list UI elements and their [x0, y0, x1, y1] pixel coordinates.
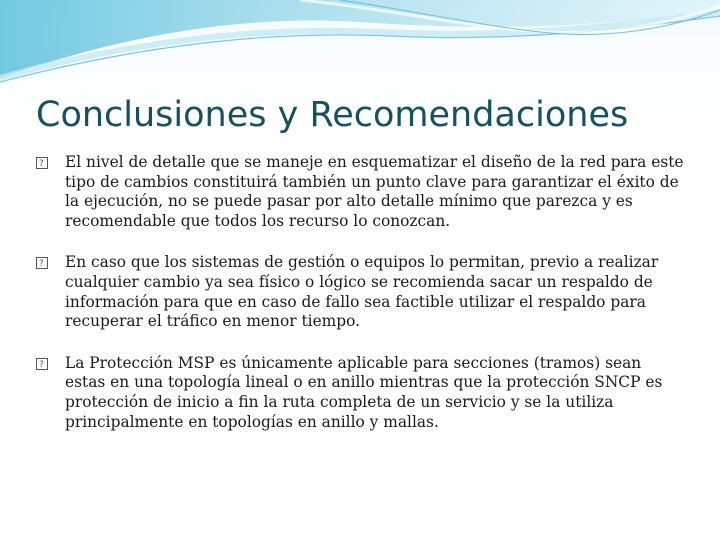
- slide-title: Conclusiones y Recomendaciones: [36, 95, 629, 135]
- bullet-list: [36, 153, 686, 454]
- bullet-text: El nivel de detalle que se maneje en esquematizar el diseño de la red para este tipo de cambios constituirá también un punto clave para garantizar el éxito de la ejecución, no se puede pasar por alto detalle mínimo que parezca y es recomendable que todos los recurso lo conozcan.: [65, 153, 684, 230]
- bullet-item: [36, 354, 686, 432]
- bullet-text: La Protección MSP es únicamente aplicable para secciones (tramos) sean estas en una topología lineal o en anillo mientras que la protección SNCP es protección de inicio a fin la ruta completa de un servicio y se la utiliza principalmente en topologías en anillo y mallas.: [65, 353, 663, 431]
- missing-glyph-box-icon: [36, 257, 48, 269]
- missing-glyph-box-icon: [36, 157, 48, 169]
- bullet-item: [36, 153, 686, 231]
- bullet-item: [36, 253, 686, 331]
- decorative-wave-icon: [0, 0, 720, 90]
- missing-glyph-box-icon: [36, 358, 48, 370]
- bullet-text: En caso que los sistemas de gestión o equipos lo permitan, previo a realizar cualquier cambio ya sea físico o lógico se recomienda sacar un respaldo de información para que en caso de fallo sea factible utilizar el respaldo para recuperar el tráfico en menor tiempo.: [65, 253, 659, 331]
- header-wave-main: [0, 0, 720, 78]
